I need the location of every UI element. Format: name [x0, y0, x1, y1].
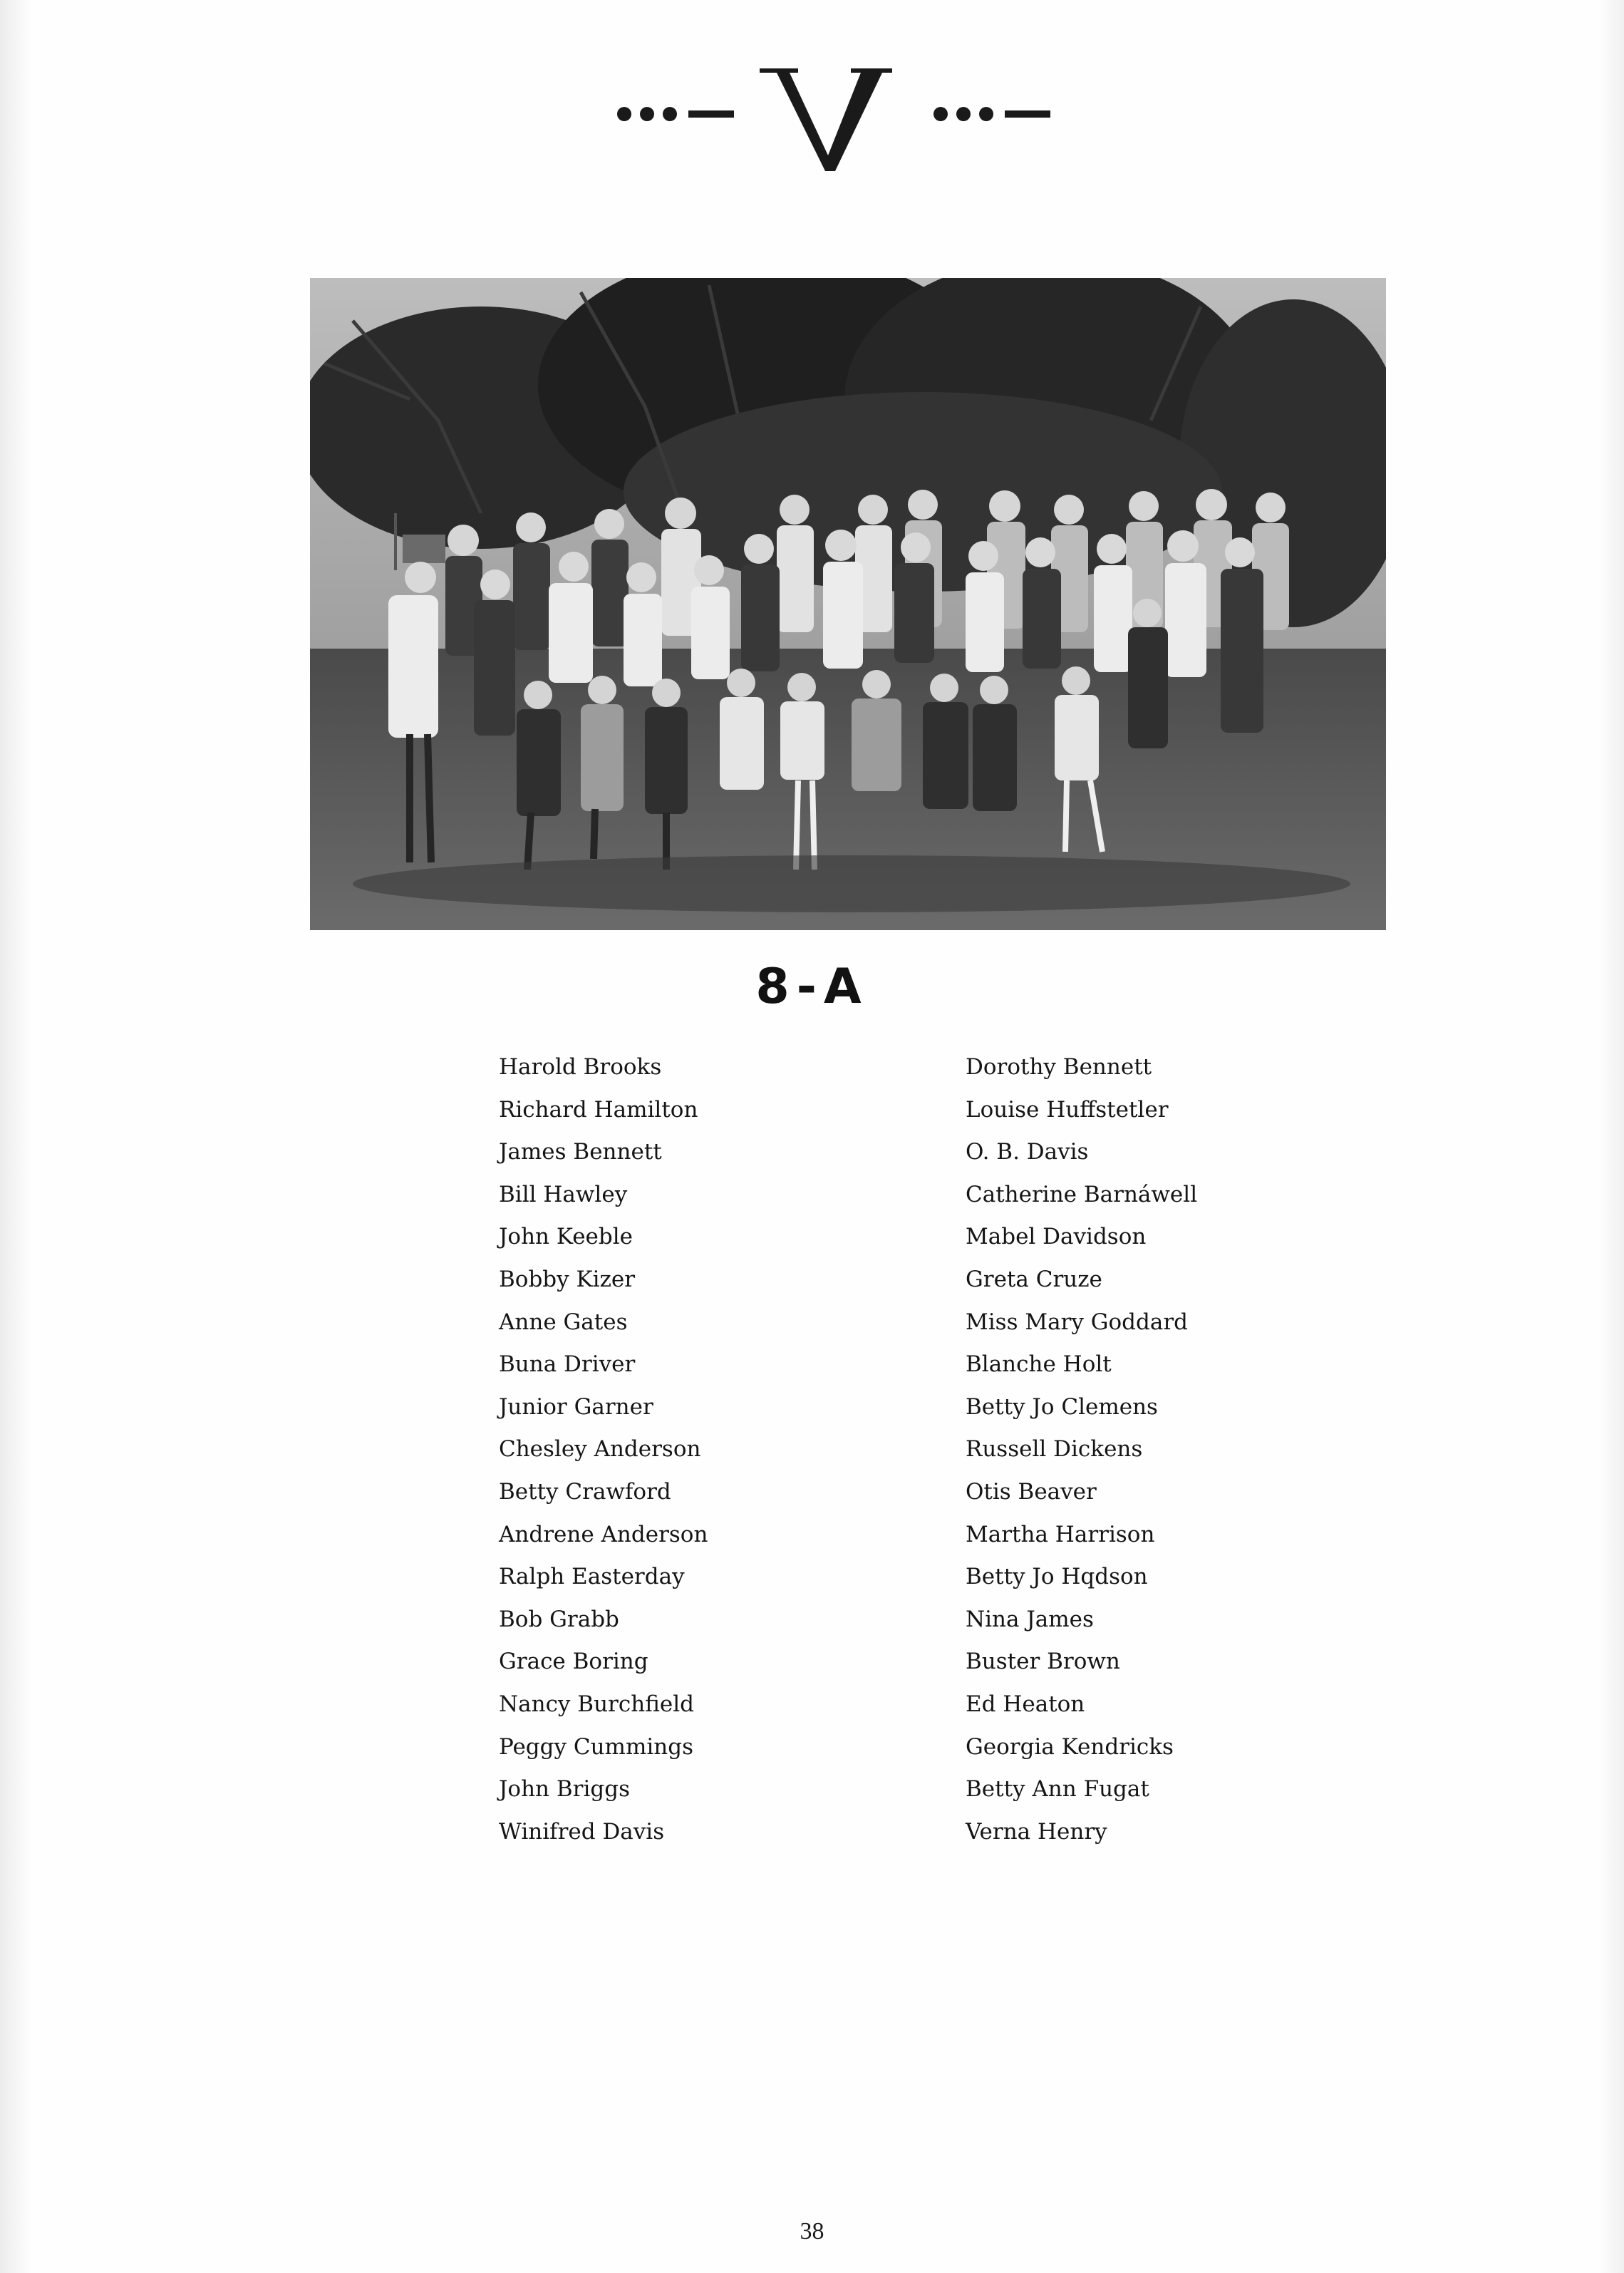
name-entry: John Keeble: [499, 1224, 633, 1250]
name-entry: Otis Beaver: [966, 1478, 1097, 1505]
ornament-dots-right: [933, 107, 1050, 121]
name-entry: Mabel Davidson: [966, 1224, 1147, 1250]
names-left-column: [499, 1046, 708, 1853]
header-ornament: [0, 57, 1624, 171]
name-entry: Chesley Anderson: [499, 1436, 701, 1463]
name-entry: Verna Henry: [966, 1818, 1107, 1845]
name-entry: Georgia Kendricks: [966, 1733, 1174, 1760]
name-entry: Ralph Easterday: [499, 1564, 685, 1590]
name-entry: Nancy Burchfield: [499, 1691, 694, 1717]
ornament-dash: [688, 110, 734, 118]
scan-edge-left: [0, 0, 33, 2273]
class-photograph: [310, 278, 1386, 930]
name-entry: Bob Grabb: [499, 1606, 619, 1632]
ornament-dot: [663, 107, 677, 121]
name-entry: O. B. Davis: [966, 1139, 1089, 1165]
name-entry: Grace Boring: [499, 1649, 648, 1675]
ornament-dot: [933, 107, 948, 121]
scan-edge-right: [1598, 0, 1624, 2273]
name-entry: Martha Harrison: [966, 1521, 1155, 1547]
name-entry: Dorothy Bennett: [966, 1054, 1152, 1080]
name-entry: Winifred Davis: [499, 1818, 665, 1845]
section-letter: [754, 64, 896, 171]
ornament-dot: [956, 107, 971, 121]
name-entry: Betty Jo Hqdson: [966, 1564, 1148, 1590]
names-right-column: [966, 1046, 1197, 1853]
name-entry: Greta Cruze: [966, 1266, 1102, 1292]
name-entry: John Briggs: [499, 1776, 630, 1803]
ornament-dash: [1005, 110, 1050, 118]
ornament-dot: [617, 107, 631, 121]
name-entry: Betty Ann Fugat: [966, 1776, 1149, 1803]
ornament-dot: [640, 107, 654, 121]
page-number: 38: [800, 2218, 824, 2244]
name-entry: Russell Dickens: [966, 1436, 1143, 1463]
name-entry: Betty Jo Clemens: [966, 1393, 1158, 1420]
photo-image: [310, 278, 1386, 930]
name-entry: Bobby Kizer: [499, 1266, 636, 1292]
name-entry: Junior Garner: [499, 1393, 653, 1420]
name-entry: James Bennett: [499, 1139, 662, 1165]
name-entry: Catherine Barnáwell: [966, 1181, 1198, 1207]
name-entry: Nina James: [966, 1606, 1094, 1632]
name-entry: Betty Crawford: [499, 1478, 671, 1505]
name-entry: Louise Huffstetler: [966, 1096, 1169, 1123]
name-entry: Blanche Holt: [966, 1351, 1112, 1378]
name-entry: Peggy Cummings: [499, 1733, 693, 1760]
name-entry: Bill Hawley: [499, 1181, 628, 1207]
class-title: 8-A: [755, 959, 869, 1015]
name-entry: Harold Brooks: [499, 1054, 662, 1080]
ornament-dots-left: [617, 107, 734, 121]
name-entry: Anne Gates: [499, 1309, 628, 1335]
name-entry: Ed Heaton: [966, 1691, 1085, 1717]
name-entry: Andrene Anderson: [499, 1521, 708, 1547]
name-entry: Miss Mary Goddard: [966, 1309, 1188, 1335]
name-entry: Richard Hamilton: [499, 1096, 698, 1123]
ornament-dot: [979, 107, 993, 121]
name-entry: Buster Brown: [966, 1649, 1120, 1675]
name-entry: Buna Driver: [499, 1351, 636, 1378]
